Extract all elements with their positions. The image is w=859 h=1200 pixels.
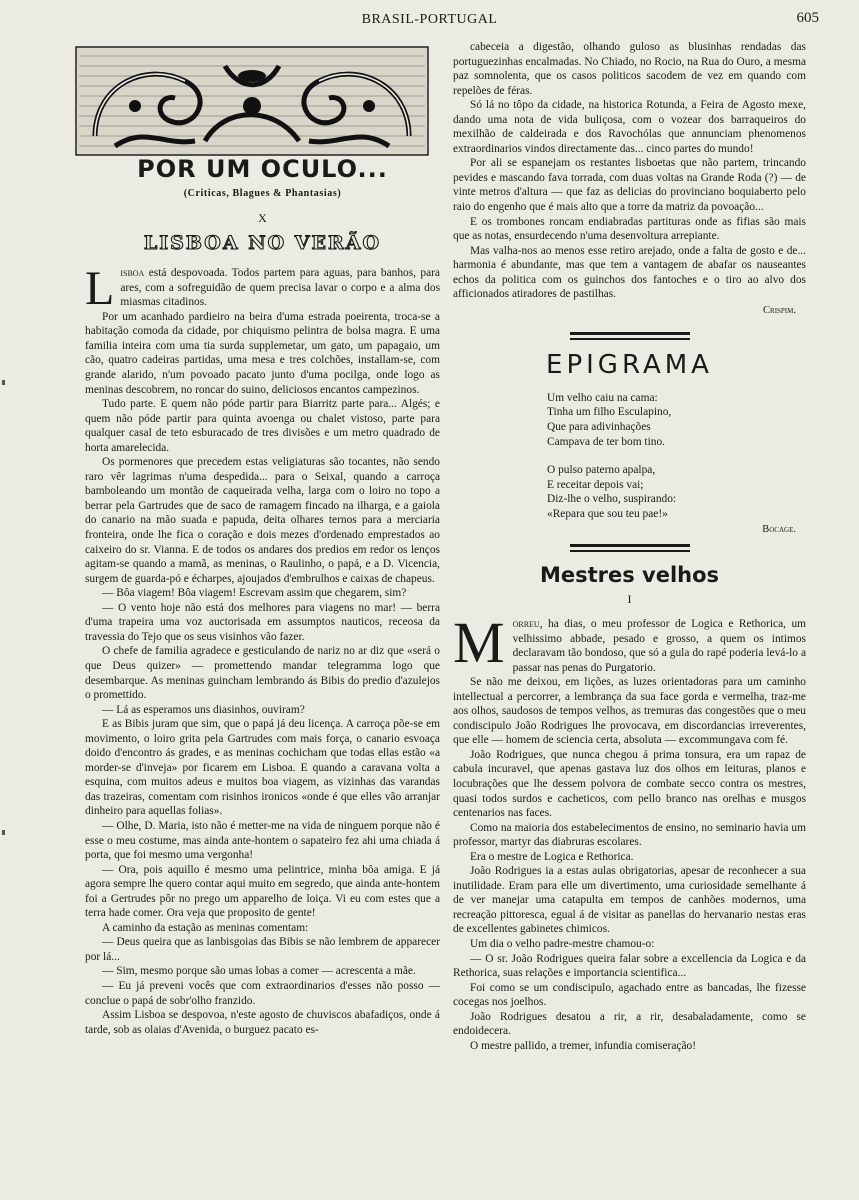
mestres-paragraphs (453, 675, 806, 1053)
margin-mark (2, 830, 5, 835)
poem-signature: Bocage. (762, 524, 796, 536)
poem-line: Tinha um filho Esculapino, (547, 406, 672, 419)
right-paragraphs (453, 40, 806, 302)
right-column (453, 40, 806, 1053)
paragraph: Como na maioria dos estabelecimentos de ensino, no seminario havia um professor, martyr das diabruras escolares. (453, 821, 806, 849)
poem-line: Um velho caiu na cama: (547, 391, 658, 404)
paragraph: — O sr. João Rodrigues queira falar sobre a excellencia da Logica e da Rethorica, suas relações e importancia scientifica... (453, 952, 806, 980)
paragraph: Por ali se espanejam os restantes lisboetas que não partem, trincando pevides e mascando fava torrada, com duas voltas na Grande Roda (?) — de vinte metros d'altura — que faz as delicias do provinciano boquiaberto pelo raio do engenho que é mais alto que a torre da matriz da povoação... (453, 157, 806, 214)
epigram-poem (547, 391, 806, 521)
paragraph: Era o mestre de Logica e Rethorica. (470, 850, 634, 863)
paragraph: — Sim, mesmo porque são umas lobas a comer — acrescenta a mãe. (102, 965, 416, 978)
paragraph: — Ora, pois aquillo é mesmo uma pelintrice, minha bôa amiga. E já agora sempre lhe quero contar aqui muito em segredo, que ainda ante-hontem foi a Gertrudes pôr no prego um apparelho de loiça. Vi eu com estes que a terra hade comer. Ora veja que proposito de gente! (85, 863, 440, 920)
paragraph: Mas valha-nos ao menos esse retiro arejado, onde a falta de gosto e de... harmonia é abundante, mas que tem a vantagem de abafar os nauseantes echos da politica com os guinchos dos fantoches e o tiro ao alvo dos afficionados atiradores de pastilhas. (453, 244, 806, 301)
section-divider (570, 544, 690, 552)
poem-line: E receitar depois vai; (547, 478, 644, 491)
poem-line: «Repara que sou teu pae!» (547, 507, 668, 520)
lead-word: isboa (120, 267, 145, 280)
paragraph: E as Bibis juram que sim, que o papá já deu licença. A carroça põe-se em movimento, o loiro grita pela Gartrudes com mais força, o canario esvoaça doido d'encontro ás grades, e as meninas cochicham que todas ellas estão «a morder-se d'inveja» por ficarem em Lisboa. E quando a caravana volta a esquina, com muitos adeus e muitos boa viagem, as vizinhas das varandas das trazeiras, comentam com risinhos ironicos «onde é que elles vão arranjar dinheiro para aquellas folias». (85, 718, 440, 818)
paragraph: Tudo parte. E quem não póde partir para Biarritz parte para... Algés; e quem não póde partir para quinta avoenga ou chalet vistoso, parte para qualquer casal de teto esburacado de tres divisões e um metro quadrado de horta amarelecida. (85, 398, 440, 454)
paragraph: — Bôa viagem! Bôa viagem! Escrevam assim que chegarem, sim? (102, 587, 407, 600)
paragraph: João Rodrigues, que nunca chegou á prima tonsura, era um rapaz de cabula incuravel, que apenas gastava luz dos olhos em leituras, planos e locubrações que lhe dessem polvora de combate secco contra os mestres, quasi todos surdos e cacheticos, com pello branco nas orelhas e musgos centenarios nas faces. (453, 748, 806, 820)
mestres-title: Mestres velhos (539, 562, 720, 587)
drop-cap: M (453, 609, 505, 675)
poem-line: O pulso paterno apalpa, (547, 464, 656, 477)
ornamental-banner (75, 46, 429, 156)
section-divider (570, 332, 690, 340)
paragraph: Um dia o velho padre-mestre chamou-o: (470, 937, 655, 950)
paragraph: O mestre pallido, a tremer, infundia comiseração! (470, 1039, 696, 1052)
paragraph: Assim Lisboa se despovoa, n'este agosto de chuviscos abafadiços, onde á tarde, sob as olaias d'Avenida, o burguez pacato es- (85, 1009, 440, 1036)
section-title: LISBOA NO VERÃO (143, 231, 382, 254)
paragraph: A caminho da estação as meninas comentam: (102, 921, 309, 934)
margin-mark (2, 380, 5, 385)
article-number: X (258, 211, 267, 226)
article-subtitle: (Criticas, Blagues & Phantasias) (183, 187, 342, 199)
left-paragraphs (85, 310, 440, 1037)
lead-text: , ha dias, o meu professor de Logica e Rethorica, um velhissimo abbade, pesado e grosso, a quem os intimos declaravam tão bondoso, que só a gula do rapé poderia levá-lo a passar nas penas do Purgatorio. (512, 617, 806, 674)
running-title: BRASIL-PORTUGAL (361, 12, 498, 27)
mestres-lead (453, 609, 806, 675)
poem-line: Campava de ter bom tino. (547, 435, 665, 448)
paragraph: — O vento hoje não está dos melhores para viagens no mar! — berra d'uma trapeira uma voz auctorisada em assumptos nauticos, receosa da travessia do Tejo que os seus visinhos vão fazer. (85, 601, 440, 643)
paragraph: Por um acanhado pardieiro na beira d'uma estrada poeirenta, troca-se a habitação comoda da cidade, por chiquismo pelintra de bolsa magra. E uma familia inteira com uma tia surda supplemetar, um gato, um papagaio, um cão, quatro cadeiras partidas, uma mesa e tres colchões, installam-se, com grande alarido, n'um povoado pacato junto d'uma pocilga, onde logo as meninas descobrem, no roncar do suino, deliciosos encantos campezinos. (85, 310, 440, 396)
poem-stanza (547, 391, 806, 449)
left-column (85, 40, 440, 1037)
mestres-number: I (627, 592, 632, 607)
paragraph: — Deus queira que as lanbisgoias das Bibis se não lembrem de apparecer por lá... (85, 936, 440, 963)
author-signature: Crispim. (763, 304, 796, 316)
poem-line: Que para adivinhações (547, 421, 651, 434)
paragraph: Se não me deixou, em lições, as luzes orientadoras para um caminho intellectual a percorrer, a lembrança da sua face gorda e vermelha, traz-me aos olhos, saudosos de tempos velhos, as tremuras das congestões que o meu condiscipulo João Rodrigues lhe provocava, em discordancias irreverentes, que elle — homem de sciencia certa, absoluta — excommungava com fé. (453, 676, 806, 747)
page-number: 605 (796, 10, 819, 26)
drop-cap: L (85, 262, 115, 316)
page-header (0, 10, 859, 30)
article-title: POR UM OCULO... (137, 155, 388, 183)
epigram-title: EPIGRAMA (546, 350, 713, 381)
paragraph: Foi como se um condiscipulo, agachado entre as bancadas, lhe fizesse cocegas nos joelhos. (453, 981, 806, 1009)
lead-text: está despovoada. Todos partem para aguas, para banhos, para ares, com a sofreguidão de quem precisa lavar o corpo e a alma dos miasmas citadinos. (120, 267, 440, 309)
poem-line: Diz-lhe o velho, suspirando: (547, 493, 677, 506)
paragraph: O chefe de familia agradece e gesticulando de nariz no ar diz que «será o que Deus quizer» — promettendo mandar telegramma logo que desembarque. As meninas guincham lembrando ás Bibis do predio d'azulejos o promettido. (85, 645, 440, 702)
poem-stanza (547, 463, 806, 521)
paragraph: Só lá no tôpo da cidade, na historica Rotunda, a Feira de Agosto mexe, dando uma nota de vida buliçosa, com o vozear dos barraqueiros do mexilhão de caldeirada e dos Ravochólas que annunciam phenomenos extraordinarios vindos directamente das... cinco partes do mundo! (453, 99, 806, 155)
paragraph: — Lá as esperamos uns diasinhos, ouviram? (102, 703, 305, 716)
paragraph: João Rodrigues desatou a rir, a rir, desabaladamente, como se endoidecera. (453, 1010, 806, 1038)
paragraph: Os pormenores que precedem estas veligiaturas são tocantes, não sendo raro vêr lagrimas n'uma despedida... para o Seixal, quando a carroça bamboleando um montão de caqueirada velha, larga com o loiro no topo a berrar pela Gartrudes que de saco de ramagem fincado na ilharga, e a gaiola do canario na mão suada e papuda, deita olhares ternos para a merciaria fronteira, onde lhe fica o coração e dois mezes d'ordenado emprestados ao caixeiro do sr. Vianna. E de todos os andares dos predios em redor os lenços agitam-se quando a mamã, as meninas, o Raulinho, o papá, e a D. Vicencia, surgem de guarda-pó e écharpes, ajoujados d'embrulhos e caixas de chapeus. (85, 456, 440, 585)
paragraph: cabeceia a digestão, olhando guloso as blusinhas rendadas das portuguezinhas encalmadas. No Chiado, no Rocio, na Rua do Ouro, a mesma paz somnolenta, que os casos politicos sacodem de vez em quando com repelões de féras. (453, 41, 806, 97)
paragraph: E os trombones roncam endiabradas partituras onde as fifias são mais que as notas, ensurdecendo n'uma desenvoltura arrepiante. (453, 215, 806, 243)
paragraph: João Rodrigues ia a estas aulas obrigatorias, apesar de reconhecer a sua inutilidade. Eram para elle um divertimento, uma curiosidade semelhante á de ver manejar uma catapulta em tempos de canhões modernos, uma recreação pittoresca, egual á de visitar as panellas do hervanario nestas eras de excellentes gabinetes chimicos. (453, 865, 806, 936)
lead-paragraph (85, 262, 440, 316)
lead-word: orreu (512, 617, 540, 630)
paragraph: — Eu já preveni vocês que com extraordinarios d'esses não posso — conclue o papá de sobr'olho franzido. (85, 979, 440, 1007)
paragraph: — Olhe, D. Maria, isto não é metter-me na vida de ninguem porque não é esse o meu costume, mas ainda ante-hontem o sapateiro fez ahi uma chiada á porta, que foi mesmo uma vergonha! (85, 819, 440, 862)
